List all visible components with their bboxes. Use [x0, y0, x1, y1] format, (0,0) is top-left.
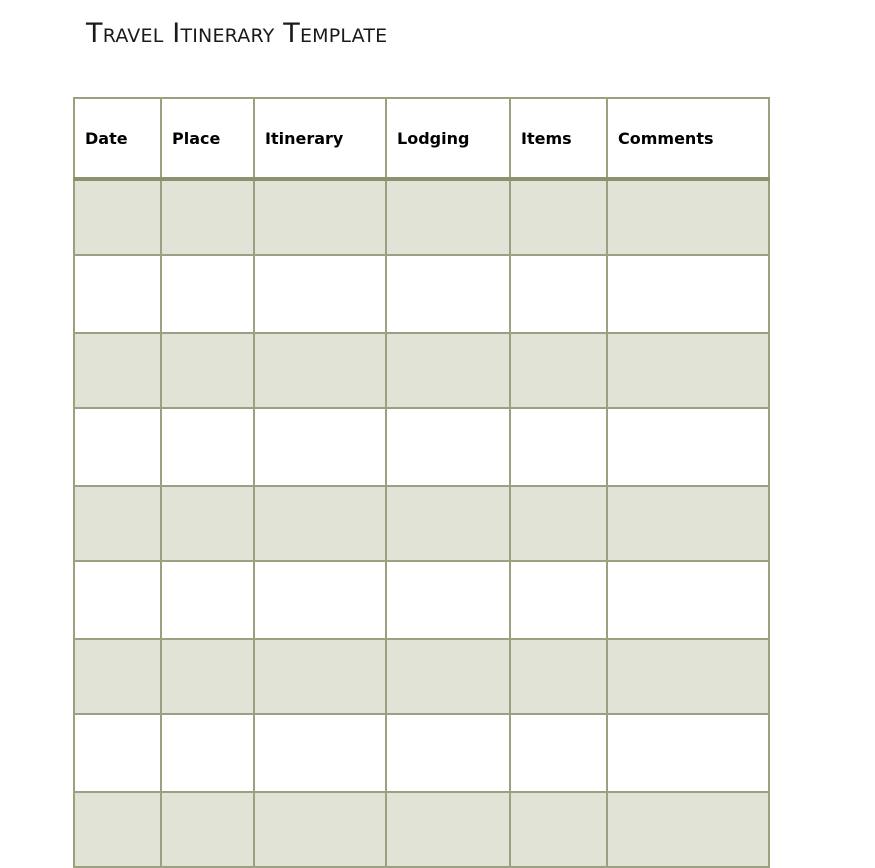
table-cell-comments[interactable] [607, 333, 769, 408]
table-cell-items[interactable] [510, 333, 607, 408]
table-cell-lodging[interactable] [386, 714, 510, 792]
table-cell-items[interactable] [510, 179, 607, 255]
table-cell-comments[interactable] [607, 792, 769, 867]
table-cell-itinerary[interactable] [254, 792, 386, 867]
column-header-lodging: Lodging [386, 98, 510, 179]
itinerary-table [73, 97, 770, 868]
table-cell-itinerary[interactable] [254, 179, 386, 255]
table-cell-itinerary[interactable] [254, 333, 386, 408]
table-cell-date[interactable] [74, 408, 161, 486]
table-cell-lodging[interactable] [386, 255, 510, 333]
table-row [74, 408, 769, 486]
table-cell-place[interactable] [161, 486, 254, 561]
table-cell-comments[interactable] [607, 714, 769, 792]
table-row [74, 714, 769, 792]
table-cell-lodging[interactable] [386, 639, 510, 714]
itinerary-table-container [73, 97, 770, 868]
table-cell-items[interactable] [510, 639, 607, 714]
table-cell-comments[interactable] [607, 486, 769, 561]
column-header-date: Date [74, 98, 161, 179]
table-cell-date[interactable] [74, 561, 161, 639]
table-cell-itinerary[interactable] [254, 714, 386, 792]
table-row [74, 561, 769, 639]
table-row [74, 792, 769, 867]
table-cell-date[interactable] [74, 639, 161, 714]
table-cell-items[interactable] [510, 486, 607, 561]
table-cell-items[interactable] [510, 408, 607, 486]
table-cell-itinerary[interactable] [254, 255, 386, 333]
table-row [74, 639, 769, 714]
column-header-items: Items [510, 98, 607, 179]
column-header-place: Place [161, 98, 254, 179]
table-cell-comments[interactable] [607, 561, 769, 639]
table-cell-items[interactable] [510, 255, 607, 333]
table-cell-lodging[interactable] [386, 792, 510, 867]
table-cell-place[interactable] [161, 792, 254, 867]
table-row [74, 255, 769, 333]
table-cell-place[interactable] [161, 714, 254, 792]
table-row [74, 179, 769, 255]
table-cell-date[interactable] [74, 333, 161, 408]
table-cell-items[interactable] [510, 714, 607, 792]
column-header-itinerary: Itinerary [254, 98, 386, 179]
table-cell-items[interactable] [510, 561, 607, 639]
table-cell-place[interactable] [161, 639, 254, 714]
table-cell-place[interactable] [161, 333, 254, 408]
table-cell-comments[interactable] [607, 639, 769, 714]
table-cell-lodging[interactable] [386, 486, 510, 561]
table-cell-place[interactable] [161, 179, 254, 255]
table-row [74, 333, 769, 408]
table-cell-itinerary[interactable] [254, 408, 386, 486]
table-cell-itinerary[interactable] [254, 486, 386, 561]
table-cell-comments[interactable] [607, 179, 769, 255]
table-cell-itinerary[interactable] [254, 561, 386, 639]
table-cell-comments[interactable] [607, 255, 769, 333]
table-cell-lodging[interactable] [386, 408, 510, 486]
table-cell-date[interactable] [74, 714, 161, 792]
column-header-comments: Comments [607, 98, 769, 179]
table-cell-date[interactable] [74, 255, 161, 333]
table-header-row [74, 98, 769, 179]
table-cell-lodging[interactable] [386, 333, 510, 408]
table-cell-itinerary[interactable] [254, 639, 386, 714]
table-cell-date[interactable] [74, 792, 161, 867]
table-cell-date[interactable] [74, 486, 161, 561]
table-cell-place[interactable] [161, 561, 254, 639]
document-title: Travel Itinerary Template [86, 18, 388, 49]
table-cell-lodging[interactable] [386, 561, 510, 639]
table-body [74, 179, 769, 867]
table-cell-date[interactable] [74, 179, 161, 255]
table-cell-comments[interactable] [607, 408, 769, 486]
table-row [74, 486, 769, 561]
table-cell-lodging[interactable] [386, 179, 510, 255]
table-cell-place[interactable] [161, 255, 254, 333]
table-cell-place[interactable] [161, 408, 254, 486]
table-cell-items[interactable] [510, 792, 607, 867]
